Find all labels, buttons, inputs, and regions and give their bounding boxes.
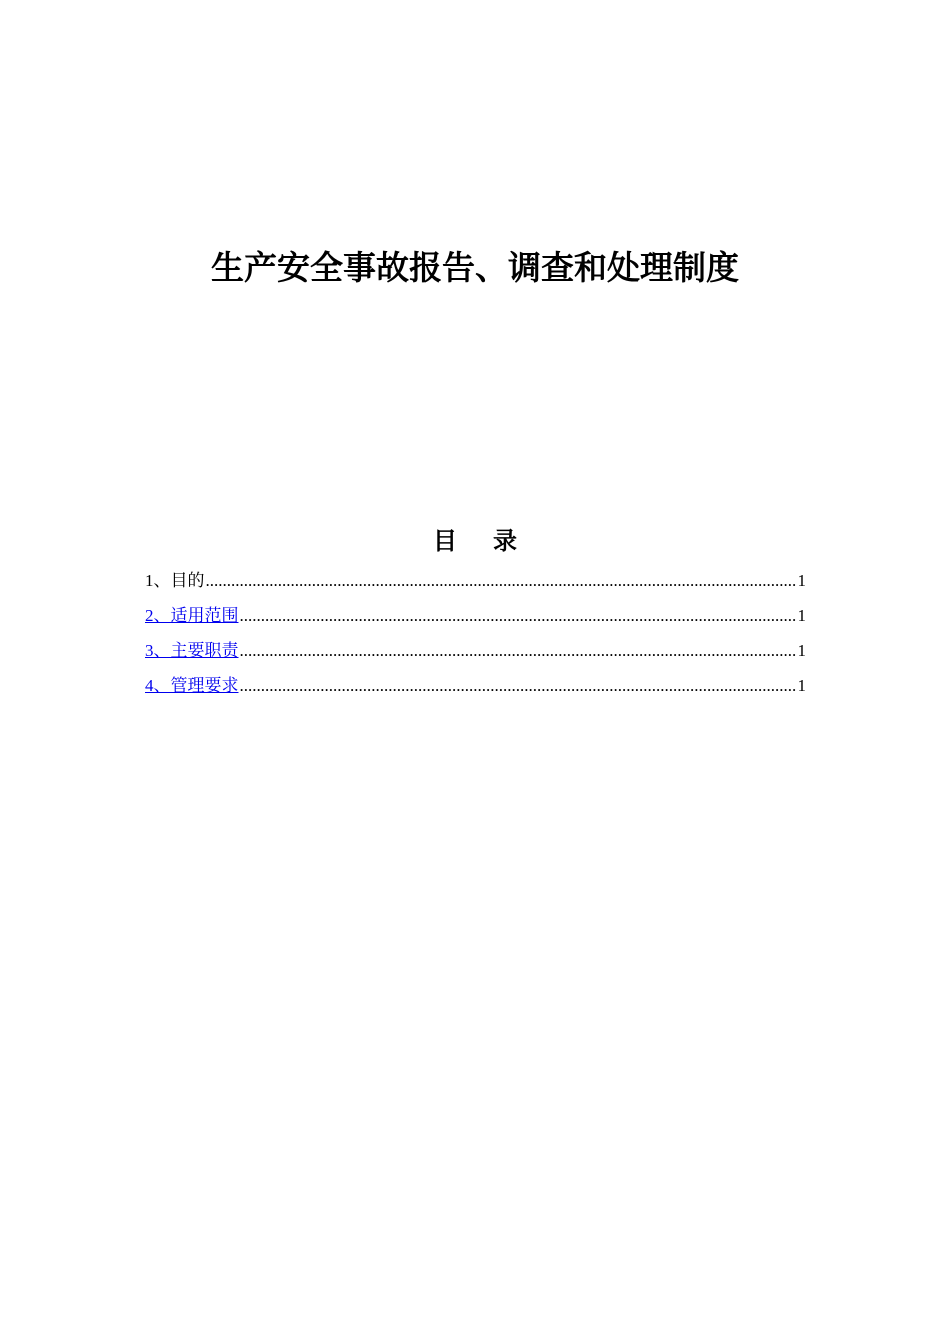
toc-entry-page: 1 [797, 606, 806, 625]
toc-dot-leader [240, 636, 797, 666]
toc-dot-leader [240, 671, 797, 701]
toc-entry-page: 1 [797, 571, 806, 590]
toc-heading-second: 录 [493, 526, 517, 555]
toc-dot-leader [206, 566, 797, 596]
toc-heading [0, 524, 950, 558]
toc-dot-leader [240, 601, 797, 631]
toc-entry-label: 1、目的 [145, 571, 205, 590]
toc-entry-page: 1 [797, 676, 806, 695]
toc-entry-scope[interactable] [145, 601, 806, 636]
document-title: 生产安全事故报告、调查和处理制度 [211, 248, 739, 287]
toc-entry-link[interactable]: 2、适用范围 [145, 606, 239, 625]
toc-entry-link[interactable]: 4、管理要求 [145, 676, 239, 695]
toc-entry-link[interactable]: 3、主要职责 [145, 641, 239, 660]
toc-entry-purpose [145, 566, 806, 601]
toc-entry-responsibilities[interactable] [145, 636, 806, 671]
toc-heading-first: 目 [433, 526, 457, 555]
toc-entry-management[interactable] [145, 671, 806, 706]
toc-list [145, 566, 806, 706]
toc-entry-page: 1 [797, 641, 806, 660]
